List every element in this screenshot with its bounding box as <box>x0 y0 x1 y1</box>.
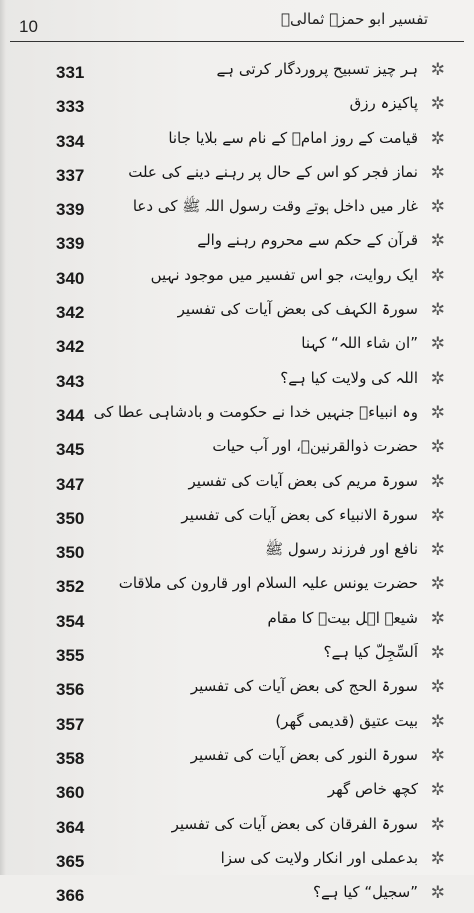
toc-entry <box>0 90 474 124</box>
toc-entry-page-number: 339 <box>56 234 85 254</box>
star-bullet-icon: ✲ <box>430 334 445 355</box>
toc-entry-title: بیت عتیق (قدیمی گھر) <box>275 711 418 730</box>
star-bullet-icon: ✲ <box>430 368 445 389</box>
toc-entry <box>0 330 474 364</box>
toc-entry-title: شیعہ اہل بیتؑ کا مقام <box>267 608 418 627</box>
star-bullet-icon: ✲ <box>430 128 445 149</box>
star-bullet-icon: ✲ <box>430 402 445 423</box>
toc-entry-title: نافع اور فرزند رسول ﷺ <box>265 540 418 559</box>
table-of-contents <box>0 56 474 913</box>
toc-entry-title: ہر چیز تسبیح پروردگار کرتی ہے <box>216 60 418 78</box>
star-bullet-icon: ✲ <box>430 60 445 80</box>
star-bullet-icon: ✲ <box>430 608 445 629</box>
toc-entry <box>0 227 474 261</box>
star-bullet-icon: ✲ <box>430 197 445 218</box>
toc-entry-title: پاکیزہ رزق <box>349 94 418 113</box>
toc-entry-title: سورۃ الفرقان کی بعض آیات کی تفسیر <box>171 814 418 833</box>
toc-entry-page-number: 350 <box>56 543 85 563</box>
toc-entry <box>0 605 474 639</box>
toc-entry-page-number: 357 <box>56 714 85 734</box>
toc-entry-title: اَلسِّجِلّ کیا ہے؟ <box>323 643 418 662</box>
toc-entry-title: سورۃ مریم کی بعض آیات کی تفسیر <box>188 471 418 490</box>
toc-entry <box>0 262 474 296</box>
toc-entry-page-number: 340 <box>56 268 85 288</box>
toc-entry <box>0 776 474 810</box>
toc-entry <box>0 365 474 399</box>
toc-entry <box>0 742 474 776</box>
page-number: 10 <box>19 17 38 36</box>
star-bullet-icon: ✲ <box>430 745 445 766</box>
toc-entry-title: حضرت یونس علیہ السلام اور قارون کی ملاقات <box>118 574 418 593</box>
toc-entry-page-number: 366 <box>56 886 85 906</box>
toc-entry <box>0 502 474 536</box>
toc-entry-page-number: 331 <box>56 63 85 82</box>
toc-entry-page-number: 337 <box>56 165 85 185</box>
toc-entry-page-number: 342 <box>56 337 85 357</box>
toc-entry <box>0 708 474 742</box>
star-bullet-icon: ✲ <box>430 814 445 835</box>
toc-entry-page-number: 345 <box>56 440 85 460</box>
toc-entry-title: سورۃ الانبیاء کی بعض آیات کی تفسیر <box>181 505 418 524</box>
star-bullet-icon: ✲ <box>430 848 445 869</box>
toc-entry-page-number: 347 <box>56 474 85 494</box>
toc-entry-page-number: 354 <box>56 611 85 631</box>
star-bullet-icon: ✲ <box>430 643 445 664</box>
page-header <box>0 0 474 40</box>
toc-entry-page-number: 352 <box>56 577 85 597</box>
star-bullet-icon: ✲ <box>430 677 445 698</box>
toc-entry-page-number: 334 <box>56 131 85 151</box>
star-bullet-icon: ✲ <box>430 162 445 183</box>
toc-entry-title: غار میں داخل ہوتے وقت رسول اللہ ﷺ کی دعا <box>132 197 418 216</box>
star-bullet-icon: ✲ <box>430 265 445 286</box>
star-bullet-icon: ✲ <box>430 574 445 595</box>
running-title: تفسیر ابو حمزہ ثمالیؒ <box>280 10 428 28</box>
toc-entry-page-number: 358 <box>56 748 85 768</box>
header-divider <box>10 41 464 42</box>
toc-entry <box>0 159 474 193</box>
toc-entry <box>0 811 474 845</box>
toc-entry-page-number: 355 <box>56 646 85 666</box>
toc-entry <box>0 433 474 467</box>
star-bullet-icon: ✲ <box>430 300 445 321</box>
toc-entry-title: قرآن کے حکم سے محروم رہنے والے <box>197 231 418 250</box>
toc-entry <box>0 125 474 159</box>
toc-entry <box>0 639 474 673</box>
toc-entry <box>0 570 474 604</box>
toc-entry-title: سورۃ الحج کی بعض آیات کی تفسیر <box>190 677 418 696</box>
toc-entry-title: ایک روایت، جو اس تفسیر میں موجود نہیں <box>150 265 418 284</box>
toc-entry-title: بدعملی اور انکار ولایت کی سزا <box>220 848 418 867</box>
star-bullet-icon: ✲ <box>430 780 445 801</box>
toc-entry-title: سورۃ الکہف کی بعض آیات کی تفسیر <box>177 300 418 319</box>
star-bullet-icon: ✲ <box>430 505 445 526</box>
toc-entry-page-number: 343 <box>56 371 85 391</box>
toc-entry-page-number: 365 <box>56 851 85 871</box>
star-bullet-icon: ✲ <box>430 471 445 492</box>
toc-entry-title: نماز فجر کو اس کے حال پر رہنے دینے کی علت <box>128 162 418 181</box>
toc-entry-page-number: 339 <box>56 200 85 220</box>
toc-entry <box>0 193 474 227</box>
toc-entry-title: حضرت ذوالقرنینؑ، اور آب حیات <box>212 437 418 456</box>
toc-entry-title: کچھ خاص گھر <box>327 780 418 799</box>
toc-entry-page-number: 364 <box>56 817 85 837</box>
toc-entry <box>0 399 474 433</box>
toc-entry-title: اللہ کی ولایت کیا ہے؟ <box>280 368 418 387</box>
toc-entry-title: ”ان شاء اللہ“ کہنا <box>301 334 418 353</box>
star-bullet-icon: ✲ <box>430 540 445 561</box>
toc-entry-page-number: 360 <box>56 783 85 803</box>
star-bullet-icon: ✲ <box>430 711 445 732</box>
toc-entry-title: وہ انبیاءؑ جنہیں خدا نے حکومت و بادشاہی عطا کی <box>93 402 418 421</box>
toc-entry <box>0 468 474 502</box>
star-bullet-icon: ✲ <box>430 231 445 252</box>
toc-entry-page-number: 333 <box>56 97 85 117</box>
toc-entry <box>0 879 474 913</box>
toc-entry-page-number: 350 <box>56 508 85 528</box>
toc-entry-title: قیامت کے روز امامؑ کے نام سے بلایا جانا <box>168 128 418 147</box>
star-bullet-icon: ✲ <box>430 883 445 904</box>
toc-entry-title: سورۃ النور کی بعض آیات کی تفسیر <box>190 745 418 764</box>
toc-entry-page-number: 356 <box>56 680 85 700</box>
toc-entry-title: ”سجیل“ کیا ہے؟ <box>313 883 418 902</box>
toc-entry-page-number: 344 <box>56 405 85 425</box>
star-bullet-icon: ✲ <box>430 94 445 115</box>
toc-entry <box>0 845 474 879</box>
toc-entry <box>0 296 474 330</box>
star-bullet-icon: ✲ <box>430 437 445 458</box>
toc-entry <box>0 673 474 707</box>
toc-entry <box>0 536 474 570</box>
toc-entry-page-number: 342 <box>56 303 85 323</box>
toc-entry <box>0 56 474 90</box>
